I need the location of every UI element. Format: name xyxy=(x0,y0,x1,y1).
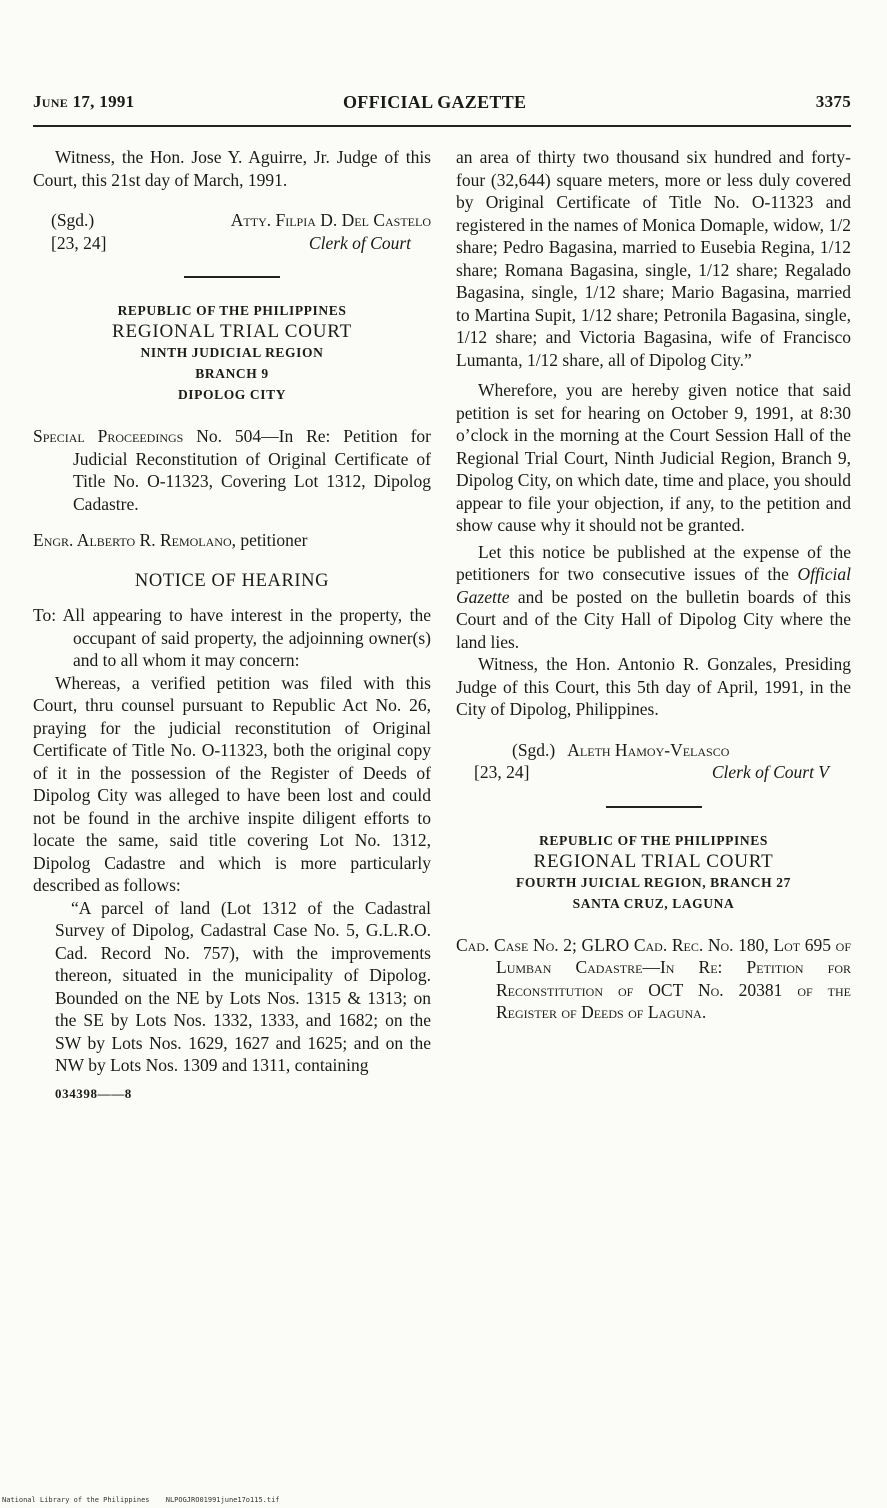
republic-label-2: REPUBLIC OF THE PHILIPPINES xyxy=(539,832,768,848)
quote-continuation: an area of thirty two thousand six hundred and forty-four (32,644) square meters, more or less duly covered by Original Certificate of Title No. O-11323 and registered in the names of Monica Domaple, widow, 1/2 share; Pedro Bagasina, married to Eusebia Regina, 1/12 share; Romana Bagasina, single, 1/12 share; Regalado Bagasina, single, 1/12 share; Mario Bagasina, married to Martina Supit, 1/12 share; Petronila Bagasina, single, 1/12 share; and Victoria Bagasina, wife of Francisco Lumanta, 1/12 share, all of Dipolog City.” xyxy=(456,147,851,370)
signatory-role: Clerk of Court xyxy=(308,232,411,253)
court-name-2: REGIONAL TRIAL COURT xyxy=(533,850,774,872)
sgd-label-2: (Sgd.) xyxy=(512,739,556,760)
signatory-name: Atty. Filpia D. Del Castelo xyxy=(230,210,431,230)
court-heading xyxy=(33,300,431,405)
signature-block-2 xyxy=(456,739,851,784)
publication-paragraph xyxy=(456,541,851,654)
court-region: NINTH JUDICIAL REGION xyxy=(140,345,324,360)
signature-block xyxy=(33,209,431,254)
right-column xyxy=(456,146,851,1024)
page-number: 3375 xyxy=(815,92,851,111)
witness-paragraph-2: Witness, the Hon. Antonio R. Gonzales, Presiding Judge of this Court, this 5th day of April, 1991, in the City of Dipolog, Philippines. xyxy=(456,654,851,719)
left-column xyxy=(33,146,431,1105)
republic-label: REPUBLIC OF THE PHILIPPINES xyxy=(117,303,347,318)
section-divider xyxy=(184,276,280,278)
court-city-2: SANTA CRUZ, LAGUNA xyxy=(572,895,735,911)
petitioner-name: Engr. Alberto R. Remolano xyxy=(33,530,232,550)
gazette-name: Official Gazette xyxy=(456,564,851,607)
court-name: REGIONAL TRIAL COURT xyxy=(111,321,353,342)
signatory-role-2: Clerk of Court V xyxy=(711,762,829,782)
issue-reference-2: [23, 24] xyxy=(474,762,530,782)
court-branch: BRANCH 9 xyxy=(195,366,269,381)
case-type: Special Proceedings xyxy=(33,426,184,446)
signatory-name-2: Aleth Hamoy-Velasco xyxy=(567,739,730,760)
addressee-paragraph xyxy=(33,604,431,672)
to-label: To: xyxy=(33,605,57,625)
petitioner-line xyxy=(33,529,431,552)
archive-library: National Library of the Philippines xyxy=(2,1496,150,1504)
to-text: All appearing to have interest in the property, the occupant of said property, the adjoinning owner(s) and to all whom it may concern: xyxy=(56,605,431,670)
print-code: 034398——8 xyxy=(55,1085,132,1101)
wherefore-paragraph: Wherefore, you are hereby given notice that said petition is set for hearing on October 9, 1991, at 8:30 o’clock in the morning at the Court Session Hall of the Regional Trial Court, Ninth Judicial Region, Branch 9, Dipolog City, on which date, time and place, you should appear to file your objection, if any, to the petition and show cause why it should not be granted. xyxy=(456,380,851,535)
issue-date: June 17, 1991 xyxy=(33,92,135,111)
whereas-paragraph: Whereas, a verified petition was filed with this Court, thru counsel pursuant to Republic Act No. 26, praying for the judicial reconstitution of Original Certificate of Title No. O-11323, both the original copy of it in the possession of the Register of Deeds of Dipolog City was alleged to have been lost and could not be found in the archive inspite diligent efforts to locate the same, said title covering Lot No. 1312, Dipolog Cadastre and which is more particularly described as follows: xyxy=(33,672,431,895)
witness-paragraph: Witness, the Hon. Jose Y. Aguirre, Jr. Judge of this Court, this 21st day of March, 1991. xyxy=(33,147,431,190)
publication-title: OFFICIAL GAZETTE xyxy=(343,92,527,112)
petitioner-role: , petitioner xyxy=(231,530,308,550)
court-region-2: FOURTH JUICIAL REGION, BRANCH 27 xyxy=(516,874,791,890)
case-caption-2: Cad. Case No. 2; GLRO Cad. Rec. No. 180, Lot 695 of Lumban Cadastre—In Re: Petition for Reconstitution of OCT No. 20381 of the Register of Deeds of Laguna. xyxy=(456,934,851,1022)
court-city: DIPOLOG CITY xyxy=(177,387,287,402)
header-rule xyxy=(33,125,851,127)
page-header xyxy=(33,92,851,116)
land-description-quote: “A parcel of land (Lot 1312 of the Cadastral Survey of Dipolog, Cadastral Case No. 5, G.L.R.O. Cad. Record No. 757), with the improvements thereon, situated in the municipality of Dipolog. Bounded on the NE by Lots Nos. 1315 & 1313; on the SE by Lots Nos. 1332, 1333, and 1682; on the SW by Lots Nos. 1629, 1627 and 1625; and on the NW by Lots Nos. 1309 and 1311, containing xyxy=(55,897,431,1075)
case-caption xyxy=(33,425,431,515)
publication-text-end: and be posted on the bulletin boards of this Court and of the City Hall of Dipolog City where the land lies. xyxy=(456,586,851,652)
publication-text-start: Let this notice be published at the expense of the petitioners for two consecutive issues of the xyxy=(456,541,851,584)
archive-footer xyxy=(2,1496,292,1504)
sgd-label: (Sgd.) xyxy=(51,210,95,230)
section-divider-2 xyxy=(606,806,702,808)
notice-title: NOTICE OF HEARING xyxy=(134,570,330,591)
archive-file: NLPOGJRO01991june17o115.tif xyxy=(165,1496,280,1504)
case-description: No. 504—In Re: Petition for Judicial Reconstitution of Original Certificate of Title No. O-11323, Covering Lot 1312, Dipolog Cadastre. xyxy=(73,426,432,514)
court-heading-2 xyxy=(456,830,851,914)
issue-reference: [23, 24] xyxy=(51,232,107,253)
